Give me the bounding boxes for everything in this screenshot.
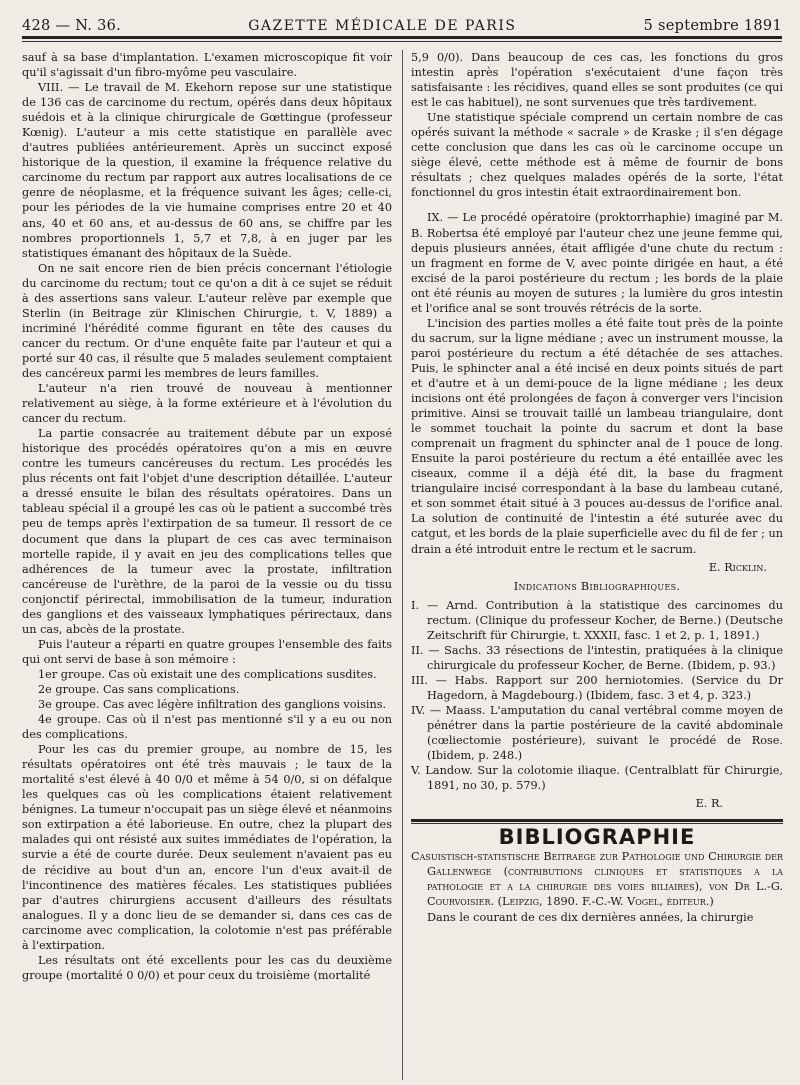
section-title: BIBLIOGRAPHIE: [498, 825, 696, 850]
header-rule-thick: [22, 36, 782, 39]
column-divider: [402, 50, 403, 1080]
page-number: 428 — N. 36.: [22, 18, 122, 34]
paragraph: sauf à sa base d'implantation. L'examen microscopique fit voir qu'il s'agissait d'un fibro-myôme peu vasculaire.: [22, 51, 392, 80]
paragraph: L'auteur n'a rien trouvé de nouveau à mentionner relativement au siège, à la forme extérieure et à l'évolution du cancer du rectum.: [22, 382, 392, 426]
section-rule-thin: [411, 823, 783, 824]
biblio-item: IV. — Maass. L'amputation du canal vertébral comme moyen de pénétrer dans la partie postérieure de la cavité abdominale (cœliectomie postérieure), suivant le procédé de Rose. (Ibidem, p. 248.): [411, 703, 783, 763]
paragraph: IX. — Le procédé opératoire (proktorrhaphie) imaginé par M. B. Robertsa été employé par l'auteur chez une jeune femme qui, depuis plusieurs années, était affligée d'une chute du rectum : un fragment en forme de V, avec pointe dirigée en haut, a été excisé de la paroi postérieure du rectum ; les bords de la plaie ont été réunis au moyen de sutures ; la lumière du gros intestin et l'orifice anal se sont trouvés rétrécis de la sorte.: [411, 211, 783, 315]
paragraph: L'incision des parties molles a été faite tout près de la pointe du sacrum, sur la ligne médiane ; avec un instrument mousse, la paroi postérieure du rectum a été détachée de ses attaches. Puis, le sphincter anal a été incisé en deux points situés de part et d'autre et à un demi-pouce de la ligne médiane ; les deux incisions ont été prolongées de façon à converger vers l'incision primitive. Ainsi se trouvait taillé un lambeau triangulaire, dont le sommet touchait la pointe du sacrum et dont la base comprenait un fragment du sphincter anal de 1 pouce de long. Ensuite la paroi postérieure du rectum a été entaillée avec les ciseaux, comme il a déjà été dit, la base du fragment triangulaire incisé correspondant à la base du lambeau cutané, et son sommet était situé à 3 pouces au-dessus de l'orifice anal. La solution de continuité de l'intestin a été suturée avec du catgut, et les bords de la plaie superficielle avec du fil de fer ; un drain a été introduit entre le rectum et le sacrum.: [411, 316, 783, 556]
paragraph: Les résultats ont été excellents pour les cas du deuxième groupe (mortalité 0 0/0) et pour ceux du troisième (mortalité: [22, 953, 392, 982]
group-item: 4e groupe. Cas où il n'est pas mentionné s'il y a eu ou non des complications.: [22, 713, 392, 742]
issue-date: 5 septembre 1891: [643, 18, 782, 34]
author-initials: E. R.: [695, 797, 723, 811]
page-header: [22, 8, 782, 34]
author-signature: E. Ricklin.: [708, 560, 767, 574]
right-column: [411, 50, 783, 925]
group-item: 3e groupe. Cas avec légère infiltration des ganglions voisins.: [38, 698, 387, 712]
left-column: [22, 50, 392, 983]
header-rule-thin: [22, 41, 782, 42]
journal-title: GAZETTE MÉDICALE DE PARIS: [248, 18, 517, 34]
group-item: 1er groupe. Cas où existait une des complications susdites.: [38, 667, 377, 681]
biblio-item: III. — Habs. Rapport sur 200 herniotomies. (Service du Dr Hagedorn, à Magdebourg.) (Ibidem, fasc. 3 et 4, p. 323.): [411, 673, 783, 702]
paragraph: Une statistique spéciale comprend un certain nombre de cas opérés suivant la méthode « sacrale » de Kraske ; il s'en dégage cette conclusion que dans les cas où le carcinome occupe un siège élevé, cette méthode est à même de fournir de bons résultats ; chez quelques malades opérés de la sorte, l'état fonctionnel du gros intestin était extraordinairement bon.: [411, 111, 783, 200]
bibliography-heading: Indications Bibliographiques.: [513, 579, 681, 593]
paragraph: VIII. — Le travail de M. Ekehorn repose sur une statistique de 136 cas de carcinome du rectum, opérés dans deux hôpitaux suédois et à la clinique chirurgicale de Gœttingue (professeur Kœnig). L'auteur a mis cette statistique en parallèle avec d'autres publiées antérieurement. Après un succinct exposé historique de la question, il examine la fréquence relative du carcinome du rectum par rapport aux autres localisations de ce genre de néoplasme, et la fréquence suivant les âges; celle-ci, pour les périodes de la vie humaine comprises entre 20 et 40 ans, 40 et 60 ans, et au-dessus de 60 ans, se chiffre par les nombres proportionnels 1, 5,7 et 7,8, à en juger par les statistiques émanant des hôpitaux de la Suède.: [22, 81, 392, 260]
biblio-item: I. — Arnd. Contribution à la statistique des carcinomes du rectum. (Clinique du professeur Kocher, de Berne.) (Deutsche Zeitschrift für Chirurgie, t. XXXII, fasc. 1 et 2, p. 1, 1891.): [411, 598, 783, 642]
section-rule-thick: [411, 819, 783, 822]
paragraph: La partie consacrée au traitement débute par un exposé historique des procédés opératoires qu'on a mis en œuvre contre les tumeurs cancéreuses du rectum. Les procédés les plus récents ont fait l'objet d'une description détaillée. L'auteur a dressé ensuite le bilan des résultats opératoires. Dans un tableau spécial il a groupé les cas où le patient a succombé très peu de temps après l'extirpation de sa tumeur. Il ressort de ce document que dans la plupart de ces cas avec terminaison mortelle rapide, il y avait en jeu des complications telles que adhérences de la tumeur avec la prostate, infiltration cancéreuse de l'urèthre, de la paroi de la vessie ou du tissu conjonctif périrectal, immobilisation de la tumeur, induration des ganglions et des vaisseaux lymphatiques périrectaux, dans un cas, abcès de la prostate.: [22, 427, 392, 636]
paragraph: 5,9 0/0). Dans beaucoup de ces cas, les fonctions du gros intestin après l'opération s'exécutaient d'une façon très satisfaisante : les récidives, quand elles se sont produites (ce qui est le cas habituel), ne sont survenues que très tardivement.: [411, 51, 783, 110]
biblio-item: V. Landow. Sur la colotomie iliaque. (Centralblatt für Chirurgie, 1891, no 30, p. 579.): [411, 764, 783, 793]
paragraph: Dans le courant de ces dix dernières années, la chirurgie: [427, 910, 754, 924]
book-entry: Casuistisch-statistische Beitraege zur Pathologie und Chirurgie der Gallenwege (contributions cliniques et statistiques a la pathologie et a la chirurgie des voies biliaires), von Dr L.-G. Courvoisier. (Leipzig, 1890. F.-C.-W. Vogel, éditeur.): [411, 850, 783, 909]
paragraph: On ne sait encore rien de bien précis concernant l'étiologie du carcinome du rectum; tout ce qu'on a dit à ce sujet se réduit à des assertions sans valeur. L'auteur relève par exemple que Sterlin (in Beitrage zür Klinischen Chirurgie, t. V, 1889) a incriminé l'hérédité comme figurant en tête des causes du cancer du rectum. Or d'une enquête faite par l'auteur et qui a porté sur 40 cas, il résulte que 5 malades seulement comptaient des cancéreux parmi les membres de leurs familles.: [22, 261, 392, 380]
biblio-item: II. — Sachs. 33 résections de l'intestin, pratiquées à la clinique chirurgicale du professeur Kocher, de Berne. (Ibidem, p. 93.): [411, 643, 783, 672]
paragraph: Puis l'auteur a réparti en quatre groupes l'ensemble des faits qui ont servi de base à son mémoire :: [22, 637, 392, 666]
group-item: 2e groupe. Cas sans complications.: [38, 682, 240, 696]
paragraph: Pour les cas du premier groupe, au nombre de 15, les résultats opératoires ont été très mauvais ; le taux de la mortalité s'est élevé à 40 0/0 et même à 54 0/0, si on défalque les quelques cas où les complications étaient relativement bénignes. La tumeur n'occupait pas un siège élevé et néanmoins son extirpation a été laborieuse. En outre, chez la plupart des malades qui ont résisté aux suites immédiates de l'opération, la survie a été de courte durée. Deux seulement n'avaient pas eu de récidive au bout d'un an, encore l'un d'eux avait-il de l'incontinence des matières fécales. Les statistiques publiées par d'autres chirurgiens accusent d'ailleurs des résultats analogues. Il y a donc lieu de se demander si, dans ces cas de carcinome avec complication, la colotomie n'est pas préférable à l'extirpation.: [22, 743, 392, 952]
